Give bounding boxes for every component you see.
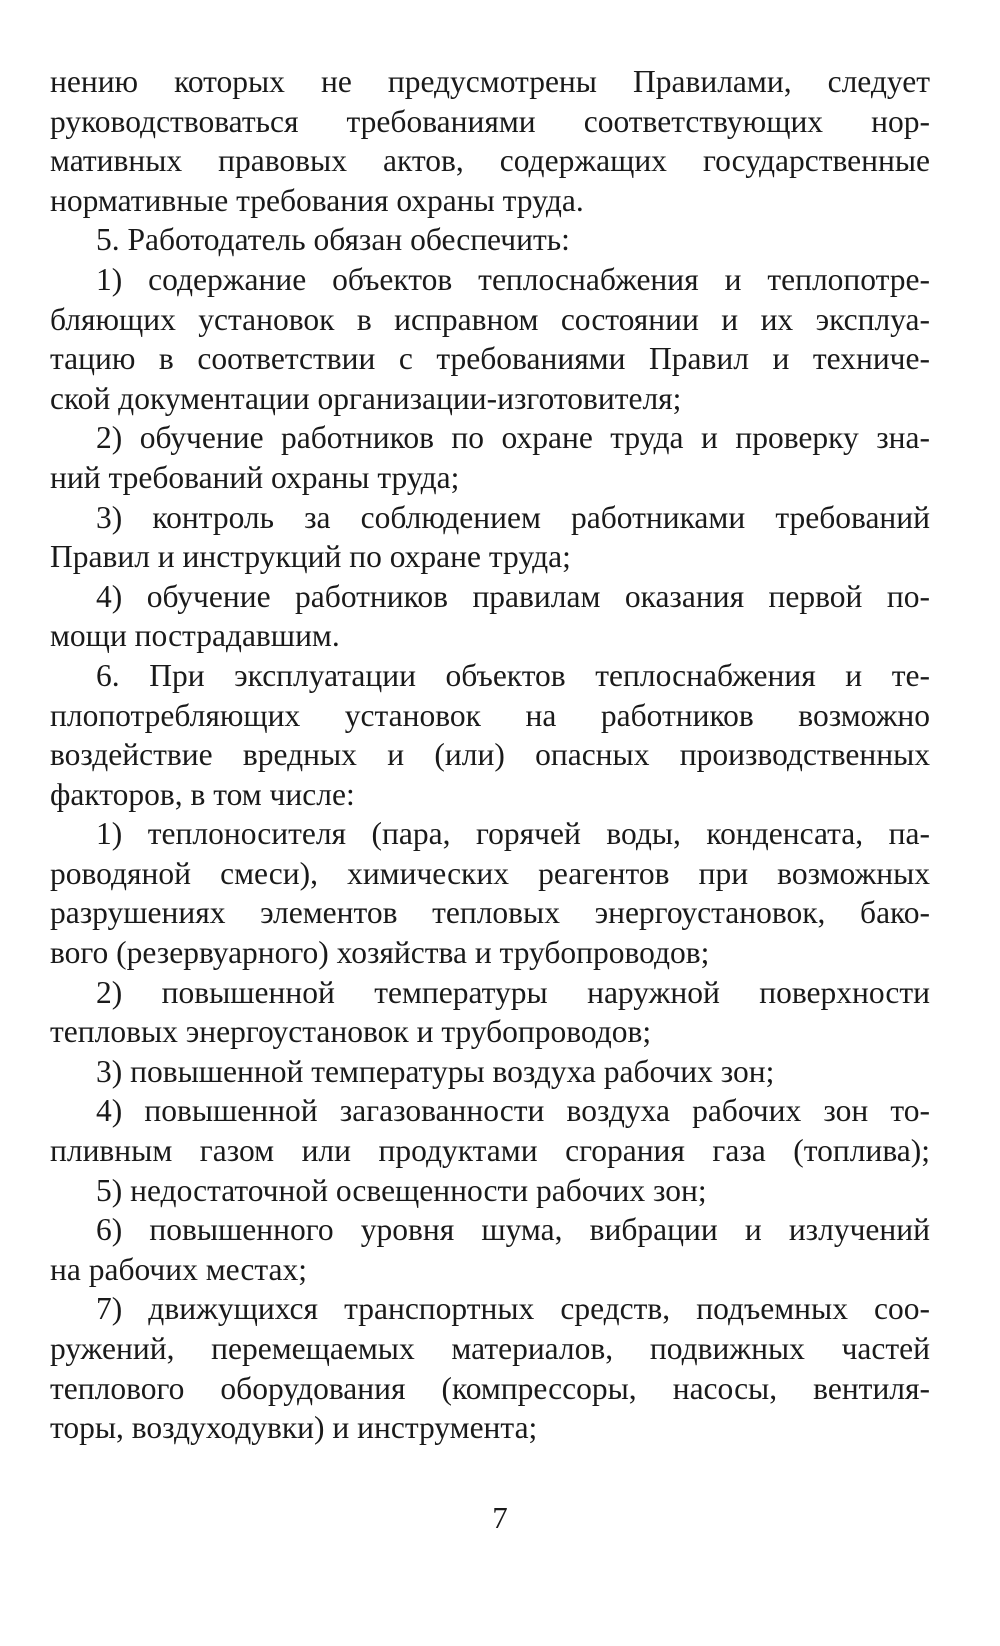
text-line: теплового оборудования (компрессоры, насосы, вентиля-	[50, 1370, 930, 1406]
text-line: руководствоваться требованиями соответствующих нор-	[50, 103, 930, 139]
text-line: Правил и инструкций по охране труда;	[50, 539, 571, 575]
text-line: 1) содержание объектов теплоснабжения и теплопотре-	[96, 261, 930, 297]
text-line: воздействие вредных и (или) опасных производственных	[50, 737, 930, 773]
text-line: нормативные требования охраны труда.	[50, 182, 584, 218]
text-line: разрушениях элементов тепловых энергоустановок, бако-	[50, 895, 930, 931]
text-line: мощи пострадавшим.	[50, 618, 340, 654]
text-line: вого (резервуарного) хозяйства и трубопроводов;	[50, 935, 710, 971]
text-line: роводяной смеси), химических реагентов при возможных	[50, 855, 930, 891]
text-line: факторов, в том числе:	[50, 776, 355, 812]
text-line: тацию в соответствии с требованиями Правил и техниче-	[50, 341, 930, 377]
text-line: 4) обучение работников правилам оказания первой по-	[96, 578, 930, 614]
text-line: на рабочих местах;	[50, 1251, 308, 1287]
text-line: 3) повышенной температуры воздуха рабочих зон;	[96, 1053, 775, 1089]
text-line: бляющих установок в исправном состоянии и их эксплуа-	[50, 301, 930, 337]
text-line: 7) движущихся транспортных средств, подъемных соо-	[96, 1291, 930, 1327]
text-line: 4) повышенной загазованности воздуха рабочих зон то-	[96, 1093, 930, 1129]
text-line: пливным газом или продуктами сгорания газа (топлива);	[50, 1133, 930, 1169]
body-text	[50, 62, 930, 1448]
text-line: 6. При эксплуатации объектов теплоснабжения и те-	[96, 657, 930, 693]
text-line: плопотребляющих установок на работников возможно	[50, 697, 930, 733]
text-line: ской документации организации-изготовителя;	[50, 380, 682, 416]
text-line: 1) теплоносителя (пара, горячей воды, конденсата, па-	[96, 816, 930, 852]
text-line: 5. Работодатель обязан обеспечить:	[96, 222, 570, 258]
text-line: ний требований охраны труда;	[50, 459, 460, 495]
text-line: ружений, перемещаемых материалов, подвижных частей	[50, 1331, 930, 1366]
text-line: 6) повышенного уровня шума, вибрации и излучений	[96, 1212, 930, 1248]
text-line: 2) обучение работников по охране труда и проверку зна-	[96, 420, 930, 456]
text-line: 3) контроль за соблюдением работниками требований	[96, 499, 930, 535]
text-line: торы, воздуходувки) и инструмента;	[50, 1410, 538, 1446]
page-number: 7	[492, 1500, 508, 1535]
text-line: тепловых энергоустановок и трубопроводов;	[50, 1014, 652, 1050]
text-line: 5) недостаточной освещенности рабочих зон;	[96, 1172, 707, 1208]
text-line: 2) повышенной температуры наружной поверхности	[96, 974, 930, 1010]
text-line: мативных правовых актов, содержащих государственные	[50, 143, 930, 179]
text-line: нению которых не предусмотрены Правилами, следует	[50, 64, 930, 99]
